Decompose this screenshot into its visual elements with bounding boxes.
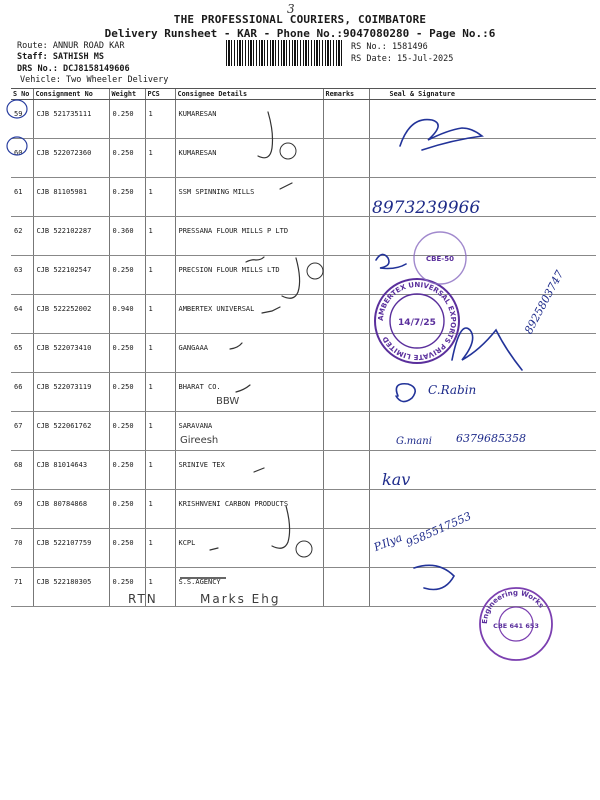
- check-mark: [254, 468, 264, 472]
- row-consignee: SRINIVE TEX: [175, 451, 323, 490]
- row-weight: 0.940: [109, 295, 145, 334]
- row-pcs: 1: [145, 373, 175, 412]
- rtn-note: RTN: [128, 592, 158, 606]
- circled-2-mark: [280, 143, 296, 159]
- svg-text:AMBERTEX UNIVERSAL EXPORTS PRI: AMBERTEX UNIVERSAL EXPORTS PRIVATE LIMITED: [376, 280, 458, 362]
- signature-row59: [400, 120, 482, 150]
- row-consignee: SARAVANA: [175, 412, 323, 451]
- row-consignment-no: CJB 522102547: [33, 256, 109, 295]
- row-consignee: BHARAT CO.: [175, 373, 323, 412]
- check-mark: [280, 183, 292, 189]
- engineering-works-stamp: [476, 584, 556, 664]
- row-weight: 0.250: [109, 490, 145, 529]
- row-weight: 0.250: [109, 568, 145, 607]
- row-pcs: 1: [145, 334, 175, 373]
- check-mark: [230, 343, 242, 349]
- rtn-reason: Marks Ehg: [200, 592, 281, 606]
- row-consignment-no: CJB 522061762: [33, 412, 109, 451]
- row-consignment-no: CJB 522073119: [33, 373, 109, 412]
- row-consignee: KUMARESAN: [175, 139, 323, 178]
- row-weight: 0.360: [109, 217, 145, 256]
- handwritten-sig-row67: G.mani: [396, 436, 432, 447]
- row-sno: 68: [11, 451, 33, 490]
- row-consignee: PRESSANA FLOUR MILLS P LTD: [175, 217, 323, 256]
- route-label: Route: ANNUR ROAD KAR: [17, 41, 125, 51]
- row-pcs: 1: [145, 100, 175, 139]
- row-weight: 0.250: [109, 373, 145, 412]
- row-consignment-no: CJB 522180305: [33, 568, 109, 607]
- signature-row62: [376, 254, 406, 268]
- row-consignment-no: CJB 521735111: [33, 100, 109, 139]
- check-mark: [236, 385, 250, 392]
- row-sno: 70: [11, 529, 33, 568]
- row-weight: 0.250: [109, 412, 145, 451]
- row-sno: 60: [11, 139, 33, 178]
- row-consignee: GANGAAA: [175, 334, 323, 373]
- row-pcs: 1: [145, 217, 175, 256]
- handwritten-phone-3: 6379685358: [456, 432, 526, 445]
- company-title: THE PROFESSIONAL COURIERS, COIMBATORE: [173, 13, 427, 26]
- row-pcs: 1: [145, 295, 175, 334]
- row-sno: 62: [11, 217, 33, 256]
- row-consignment-no: CJB 522252002: [33, 295, 109, 334]
- row-consignment-no: CJB 80784868: [33, 490, 109, 529]
- handwritten-name-row70: P.Ilya: [372, 531, 405, 555]
- row-pcs: 1: [145, 139, 175, 178]
- row-consignee: AMBERTEX UNIVERSAL: [175, 295, 323, 334]
- check-mark: [210, 548, 218, 550]
- row-handwritten-note: BBW: [216, 396, 240, 407]
- col-header-consignee: Consignee Details: [175, 89, 323, 100]
- staff-label: Staff: SATHISH MS: [17, 52, 104, 62]
- col-header-weight: Weight: [109, 89, 145, 100]
- hook-scribble: [282, 258, 300, 298]
- col-header-consignment: Consignment No: [33, 89, 109, 100]
- row-sno: 65: [11, 334, 33, 373]
- row-pcs: 1: [145, 451, 175, 490]
- row-consignment-no: CJB 522072360: [33, 139, 109, 178]
- row-sno: 66: [11, 373, 33, 412]
- check-mark: [262, 307, 280, 313]
- row-consignee: PRECSION FLOUR MILLS LTD: [175, 256, 323, 295]
- row-sno: 64: [11, 295, 33, 334]
- handwritten-phone-1: 8973239966: [372, 198, 481, 218]
- row-consignment-no: CJB 522102287: [33, 217, 109, 256]
- svg-text:CBE-50: CBE-50: [426, 255, 454, 263]
- page-mark-handwritten: 3: [287, 2, 295, 16]
- row-consignment-no: CJB 522073410: [33, 334, 109, 373]
- row-consignee: KUMARESAN: [175, 100, 323, 139]
- row-pcs: 1: [145, 529, 175, 568]
- rs-date: RS Date: 15-Jul-2025: [351, 54, 454, 64]
- svg-text:CBE 641 653: CBE 641 653: [493, 622, 539, 630]
- row-sno: 61: [11, 178, 33, 217]
- hook-scribble: [272, 506, 290, 548]
- row-weight: 0.250: [109, 451, 145, 490]
- row-sno: 69: [11, 490, 33, 529]
- row-pcs: 1: [145, 568, 175, 607]
- row-consignment-no: CJB 81105981: [33, 178, 109, 217]
- svg-text:Engineering Works: Engineering Works: [480, 588, 546, 625]
- row-consignment-no: CJB 81014643: [33, 451, 109, 490]
- row-sno: 63: [11, 256, 33, 295]
- row-pcs: 1: [145, 412, 175, 451]
- col-header-remarks: Remarks: [323, 89, 369, 100]
- row-consignee: KCPL: [175, 529, 323, 568]
- row-pcs: 1: [145, 178, 175, 217]
- circled-2-mark: [307, 263, 323, 279]
- row-sno: 59: [11, 100, 33, 139]
- runsheet-title: Delivery Runsheet - KAR - Phone No.:9047080280 - Page No.:6: [104, 27, 496, 40]
- handwritten-sig-row66: C.Rabin: [428, 383, 477, 397]
- row-consignee: S.S.AGENCY: [175, 568, 323, 607]
- row-weight: 0.250: [109, 100, 145, 139]
- handwritten-phone-2: 8925803747: [522, 268, 567, 337]
- row-weight: 0.250: [109, 334, 145, 373]
- svg-text:14/7/25: 14/7/25: [398, 318, 436, 328]
- col-header-pcs: PCS: [145, 89, 175, 100]
- drs-label: DRS No.: DCJ8158149606: [17, 64, 130, 74]
- circle-mark-59: [7, 100, 27, 118]
- row-weight: 0.250: [109, 139, 145, 178]
- row-weight: 0.250: [109, 178, 145, 217]
- row-consignee: KRISHNVENI CARBON PRODUCTS: [175, 490, 323, 529]
- row-sno: 67: [11, 412, 33, 451]
- ambertex-seal-stamp: [372, 276, 462, 366]
- row-pcs: 1: [145, 256, 175, 295]
- handwritten-sig-row68: kav: [382, 470, 411, 489]
- row-handwritten-note: Gireesh: [180, 435, 219, 446]
- cbe-small-stamp: [410, 228, 470, 288]
- signature-row66: [396, 384, 415, 402]
- row-weight: 0.250: [109, 256, 145, 295]
- circled-2-mark: [296, 541, 312, 557]
- vehicle-label: Vehicle: Two Wheeler Delivery: [20, 75, 169, 85]
- rs-number: RS No.: 1581496: [351, 42, 428, 52]
- signature-row71: [414, 565, 454, 589]
- row-pcs: 1: [145, 490, 175, 529]
- col-header-seal: Seal & Signature: [369, 89, 596, 100]
- row-weight: 0.250: [109, 529, 145, 568]
- row-consignee: SSM SPINNING MILLS: [175, 178, 323, 217]
- handwritten-phone-4: 9585517553: [404, 509, 474, 550]
- check-mark: [246, 257, 264, 262]
- row-consignment-no: CJB 522107759: [33, 529, 109, 568]
- circle-mark-60: [7, 137, 27, 155]
- col-header-sno: S No: [11, 89, 33, 100]
- row-sno: 71: [11, 568, 33, 607]
- hook-scribble: [258, 112, 273, 158]
- signature-row65: [452, 328, 522, 370]
